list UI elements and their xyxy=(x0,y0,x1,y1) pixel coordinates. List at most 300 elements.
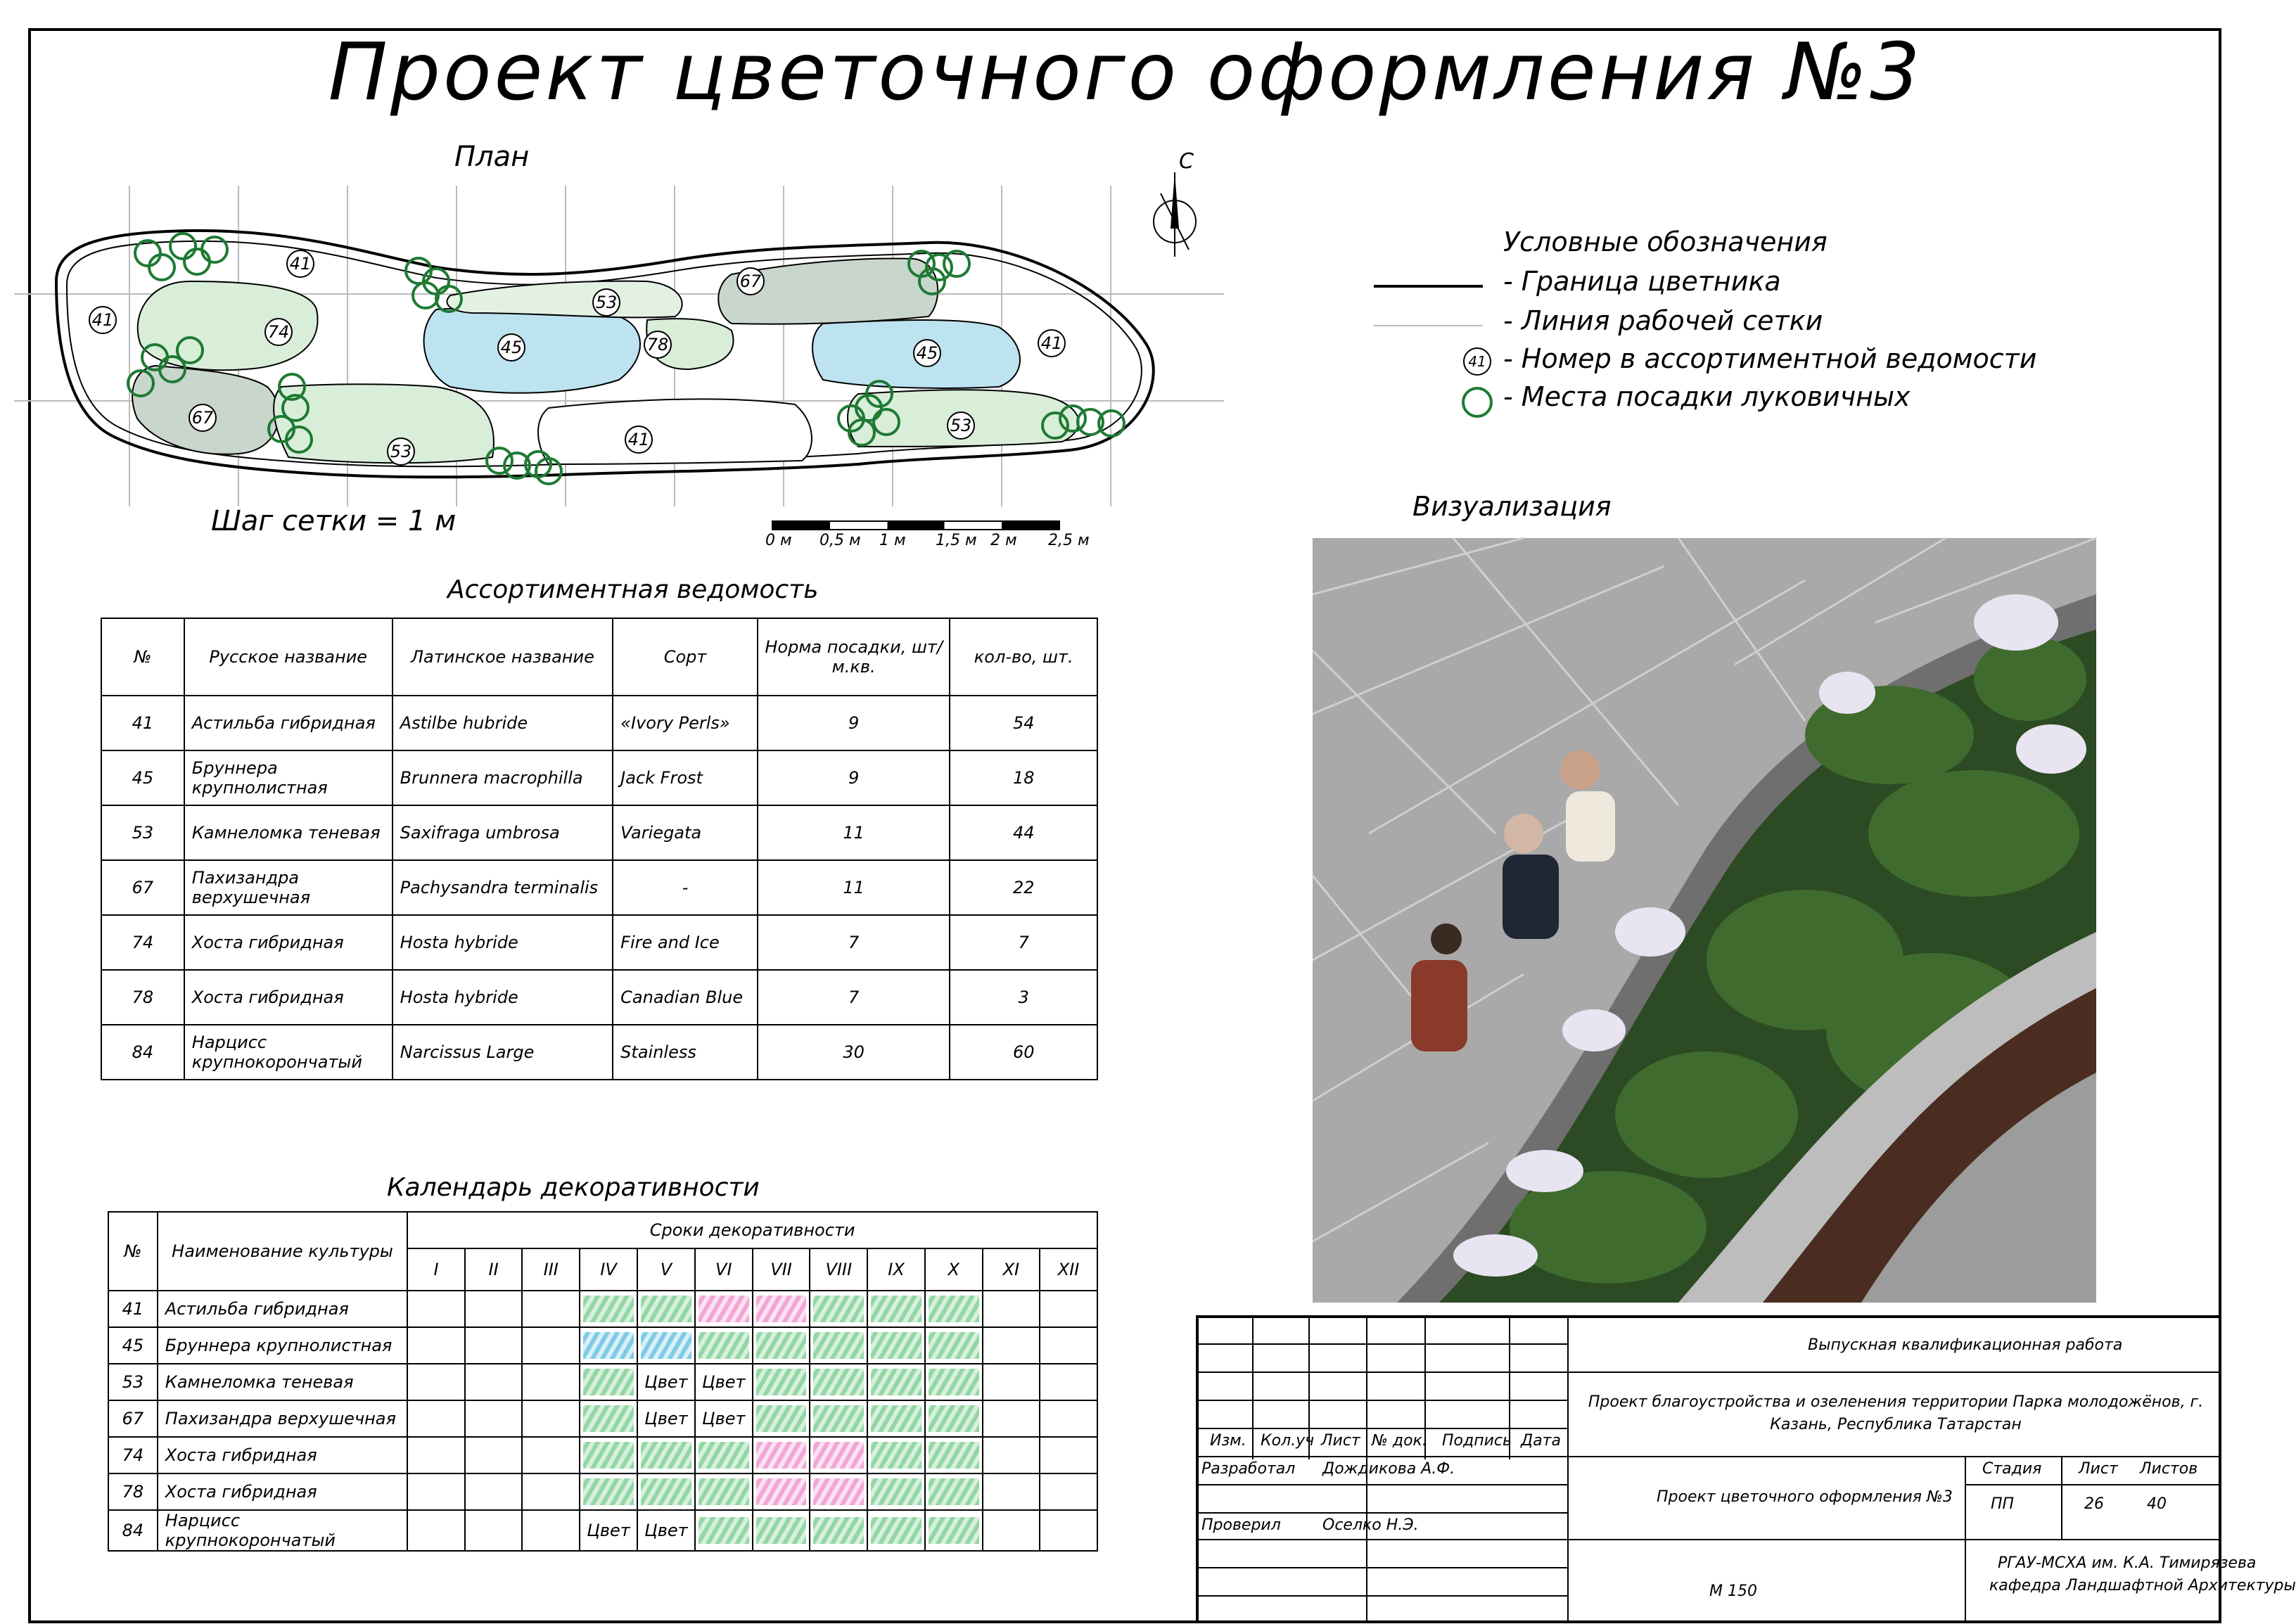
month-cell xyxy=(580,1327,637,1364)
month-cell xyxy=(637,1510,695,1551)
organization-line-2: кафедра Ландшафтной Архитектуры xyxy=(1989,1577,2296,1594)
plan-label: План xyxy=(454,141,530,173)
flowering-note: Цвет xyxy=(587,1521,630,1540)
month-cell xyxy=(925,1400,983,1437)
month-cell xyxy=(407,1364,465,1400)
cell-rate: 11 xyxy=(758,860,950,915)
decorativeness-calendar xyxy=(108,1211,1098,1552)
cell-rate: 30 xyxy=(758,1025,950,1080)
month-header: XII xyxy=(1040,1248,1097,1291)
month-cell xyxy=(580,1400,637,1437)
cell-cultivar: - xyxy=(613,860,758,915)
sheets-value: 40 xyxy=(2147,1495,2167,1513)
checked-name: Оселко Н.Э. xyxy=(1322,1516,1419,1534)
cell-rate: 9 xyxy=(758,696,950,750)
decorative-period-fill xyxy=(641,1442,691,1469)
month-cell xyxy=(465,1400,523,1437)
bed-number-badge xyxy=(593,289,620,316)
month-cell xyxy=(695,1510,753,1551)
month-cell xyxy=(983,1510,1040,1551)
month-cell xyxy=(983,1473,1040,1510)
month-cell xyxy=(983,1327,1040,1364)
month-cell xyxy=(637,1364,695,1400)
cell-qty: 18 xyxy=(950,750,1097,805)
decorative-period-fill xyxy=(583,1296,634,1322)
month-cell xyxy=(465,1291,523,1327)
decorative-period-fill xyxy=(756,1369,807,1395)
checked-label: Проверил xyxy=(1201,1516,1281,1534)
decorative-period-fill xyxy=(871,1332,921,1359)
decorative-period-fill xyxy=(756,1442,807,1469)
month-cell xyxy=(810,1364,867,1400)
calendar-row xyxy=(108,1400,1097,1437)
calendar-row xyxy=(108,1327,1097,1364)
flowering-note: Цвет xyxy=(702,1409,746,1428)
month-header: II xyxy=(465,1248,523,1291)
month-cell xyxy=(580,1473,637,1510)
month-cell xyxy=(810,1327,867,1364)
decorative-period-fill xyxy=(813,1296,864,1322)
month-cell xyxy=(465,1437,523,1473)
month-header: VIII xyxy=(810,1248,867,1291)
column-header: № xyxy=(101,618,184,696)
cell-no: 67 xyxy=(101,860,184,915)
bed-53-center xyxy=(447,281,682,318)
decorative-period-fill xyxy=(929,1517,979,1544)
decorative-period-fill xyxy=(641,1296,691,1322)
month-cell xyxy=(407,1327,465,1364)
cell-no: 53 xyxy=(101,805,184,860)
stage-value: ПП xyxy=(1991,1495,2015,1513)
decorative-period-fill xyxy=(871,1478,921,1505)
cell-qty: 60 xyxy=(950,1025,1097,1080)
sheet-title: Проект цветочного оформления №3 xyxy=(1657,1488,1953,1506)
svg-text:41: 41 xyxy=(1040,333,1063,353)
sheets-label: Листов xyxy=(2140,1460,2198,1478)
flowering-note: Цвет xyxy=(702,1372,746,1392)
month-cell xyxy=(522,1291,580,1327)
month-cell xyxy=(1040,1291,1097,1327)
cell-no: 78 xyxy=(101,970,184,1025)
month-cell xyxy=(925,1364,983,1400)
cell-rate: 7 xyxy=(758,915,950,970)
month-cell xyxy=(867,1291,925,1327)
month-header: V xyxy=(637,1248,695,1291)
decorative-period-fill xyxy=(699,1332,749,1359)
decorative-period-fill xyxy=(929,1405,979,1432)
legend-grid-line xyxy=(1374,325,1483,326)
month-cell xyxy=(983,1291,1040,1327)
month-cell xyxy=(753,1473,810,1510)
month-cell xyxy=(867,1437,925,1473)
visualization-label: Визуализация xyxy=(1412,491,1612,522)
month-cell xyxy=(753,1364,810,1400)
cell-qty: 22 xyxy=(950,860,1097,915)
svg-text:67: 67 xyxy=(191,408,214,428)
bed-number-badge xyxy=(498,334,525,361)
cell-rate: 9 xyxy=(758,750,950,805)
cell-culture-name: Пахизандра верхушечная xyxy=(158,1400,407,1437)
month-cell xyxy=(637,1327,695,1364)
grid-step-note: Шаг сетки = 1 м xyxy=(211,505,457,537)
decorative-period-fill xyxy=(699,1442,749,1469)
table-row xyxy=(101,915,1097,970)
sheet-label: Лист xyxy=(2079,1460,2118,1478)
month-cell xyxy=(753,1510,810,1551)
month-cell xyxy=(1040,1437,1097,1473)
table-row xyxy=(101,1025,1097,1080)
month-cell xyxy=(580,1510,637,1551)
month-cell xyxy=(810,1473,867,1510)
column-header: Русское название xyxy=(184,618,393,696)
cell-no: 45 xyxy=(101,750,184,805)
cell-culture-name: Хоста гибридная xyxy=(158,1473,407,1510)
cell-ru-name: Хоста гибридная xyxy=(184,915,393,970)
flowering-note: Цвет xyxy=(644,1372,688,1392)
scale-tick: 1,5 м xyxy=(936,532,977,549)
cell-no: 78 xyxy=(108,1473,158,1510)
cell-ru-name: Бруннера крупнолистная xyxy=(184,750,393,805)
cell-cultivar: Variegata xyxy=(613,805,758,860)
month-header: XI xyxy=(983,1248,1040,1291)
month-cell xyxy=(637,1473,695,1510)
month-cell xyxy=(925,1473,983,1510)
cell-rate: 7 xyxy=(758,970,950,1025)
month-header: I xyxy=(407,1248,465,1291)
organization-line-1: РГАУ-МСХА им. К.А. Тимирязева xyxy=(1998,1554,2257,1572)
decorative-period-fill xyxy=(641,1478,691,1505)
visualization-render xyxy=(1313,538,2096,1303)
month-header: VI xyxy=(695,1248,753,1291)
decorative-period-fill xyxy=(583,1405,634,1432)
stage-label: Стадия xyxy=(1982,1460,2042,1478)
cell-no: 45 xyxy=(108,1327,158,1364)
work-type: Выпускная квалификационная работа xyxy=(1808,1336,2123,1354)
month-cell xyxy=(695,1400,753,1437)
svg-text:53: 53 xyxy=(950,416,972,435)
decorative-period-fill xyxy=(813,1369,864,1395)
month-cell xyxy=(407,1473,465,1510)
cell-ru-name: Астильба гибридная xyxy=(184,696,393,750)
decorative-period-fill xyxy=(756,1517,807,1544)
decorative-period-fill xyxy=(756,1405,807,1432)
bed-41-center xyxy=(538,399,812,464)
cell-culture-name: Бруннера крупнолистная xyxy=(158,1327,407,1364)
column-header: Наименование культуры xyxy=(158,1212,407,1291)
column-header: Латинское название xyxy=(393,618,613,696)
developed-name: Дождикова А.Ф. xyxy=(1322,1460,1455,1478)
column-label: Лист xyxy=(1321,1432,1360,1450)
month-header: IV xyxy=(580,1248,637,1291)
legend-item: - Места посадки луковичных xyxy=(1503,381,1911,412)
column-label: Дата xyxy=(1521,1432,1561,1450)
month-cell xyxy=(753,1437,810,1473)
north-label: С xyxy=(1179,149,1194,174)
month-cell xyxy=(810,1400,867,1437)
decorative-period-fill xyxy=(699,1478,749,1505)
scale-tick: 1 м xyxy=(879,532,906,549)
cell-ru-name: Пахизандра верхушечная xyxy=(184,860,393,915)
table-row xyxy=(101,805,1097,860)
cell-latin-name: Hosta hybride xyxy=(393,915,613,970)
month-cell xyxy=(867,1473,925,1510)
legend-item: - Номер в ассортиментной ведомости xyxy=(1503,343,2037,374)
cell-no: 84 xyxy=(108,1510,158,1551)
month-header: VII xyxy=(753,1248,810,1291)
cell-culture-name: Камнеломка теневая xyxy=(158,1364,407,1400)
column-label: № док. xyxy=(1372,1432,1427,1450)
month-cell xyxy=(925,1291,983,1327)
cell-cultivar: Stainless xyxy=(613,1025,758,1080)
bed-number-badge xyxy=(265,319,292,345)
bed-number-badge xyxy=(287,250,314,277)
month-cell xyxy=(753,1400,810,1437)
month-header: IX xyxy=(867,1248,925,1291)
bed-number-badge xyxy=(737,268,764,295)
legend-number-badge: 41 xyxy=(1463,347,1491,376)
decorative-period-fill xyxy=(871,1442,921,1469)
decorative-period-fill xyxy=(813,1332,864,1359)
month-cell xyxy=(983,1364,1040,1400)
decorative-period-fill xyxy=(813,1405,864,1432)
table-header-row xyxy=(108,1212,1097,1248)
bed-number-badge xyxy=(89,307,116,333)
cell-latin-name: Brunnera macrophilla xyxy=(393,750,613,805)
legend-bulb-circle xyxy=(1462,387,1493,418)
month-cell xyxy=(925,1510,983,1551)
bed-number-badge xyxy=(1038,330,1065,357)
cell-no: 41 xyxy=(108,1291,158,1327)
decorative-period-fill xyxy=(583,1332,634,1359)
calendar-title: Календарь декоративности xyxy=(387,1173,760,1202)
month-header: III xyxy=(522,1248,580,1291)
developed-label: Разработал xyxy=(1201,1460,1296,1478)
cell-qty: 44 xyxy=(950,805,1097,860)
month-cell xyxy=(522,1437,580,1473)
month-cell xyxy=(810,1510,867,1551)
cell-no: 74 xyxy=(108,1437,158,1473)
cell-no: 41 xyxy=(101,696,184,750)
cell-ru-name: Нарцисс крупнокорончатый xyxy=(184,1025,393,1080)
svg-text:41: 41 xyxy=(289,254,312,274)
decorative-period-fill xyxy=(929,1296,979,1322)
month-cell xyxy=(695,1327,753,1364)
decorative-period-fill xyxy=(756,1296,807,1322)
svg-text:74: 74 xyxy=(267,322,290,342)
project-name: Проект благоустройства и озеленения территории Парка молодожёнов, г. Казань, Республика Татарстан xyxy=(1588,1393,2204,1433)
column-header: Сроки декоративности xyxy=(407,1212,1097,1248)
month-cell xyxy=(983,1400,1040,1437)
scale-tick: 0,5 м xyxy=(819,532,861,549)
bed-number-badge xyxy=(948,412,974,439)
sheet-value: 26 xyxy=(2084,1495,2104,1513)
bed-45-left xyxy=(424,308,640,393)
month-cell xyxy=(580,1291,637,1327)
svg-text:41: 41 xyxy=(627,430,650,449)
decorative-period-fill xyxy=(756,1478,807,1505)
cell-cultivar: Jack Frost xyxy=(613,750,758,805)
cell-latin-name: Pachysandra terminalis xyxy=(393,860,613,915)
cell-no: 53 xyxy=(108,1364,158,1400)
cell-qty: 7 xyxy=(950,915,1097,970)
cell-cultivar: «Ivory Perls» xyxy=(613,696,758,750)
decorative-period-fill xyxy=(756,1332,807,1359)
month-cell xyxy=(580,1437,637,1473)
month-cell xyxy=(867,1364,925,1400)
month-cell xyxy=(1040,1364,1097,1400)
month-cell xyxy=(1040,1400,1097,1437)
table-row xyxy=(101,696,1097,750)
month-cell xyxy=(925,1437,983,1473)
cell-cultivar: Canadian Blue xyxy=(613,970,758,1025)
month-cell xyxy=(810,1291,867,1327)
cell-qty: 54 xyxy=(950,696,1097,750)
month-cell xyxy=(407,1510,465,1551)
month-cell xyxy=(465,1473,523,1510)
column-label: Изм. xyxy=(1210,1432,1246,1450)
decorative-period-fill xyxy=(871,1296,921,1322)
decorative-period-fill xyxy=(813,1442,864,1469)
month-cell xyxy=(695,1473,753,1510)
cell-ru-name: Камнеломка теневая xyxy=(184,805,393,860)
legend-title: Условные обозначения xyxy=(1503,226,1828,257)
bed-number-badge xyxy=(914,340,940,366)
month-cell xyxy=(753,1327,810,1364)
month-cell xyxy=(753,1291,810,1327)
bed-number-badge xyxy=(644,331,671,358)
scale-bar xyxy=(772,520,1060,530)
column-header: № xyxy=(108,1212,158,1291)
month-cell xyxy=(522,1400,580,1437)
bed-number-badge xyxy=(625,426,652,453)
month-header: X xyxy=(925,1248,983,1291)
cell-qty: 3 xyxy=(950,970,1097,1025)
cell-no: 74 xyxy=(101,915,184,970)
month-cell xyxy=(1040,1327,1097,1364)
month-cell xyxy=(983,1437,1040,1473)
calendar-row xyxy=(108,1437,1097,1473)
month-cell xyxy=(522,1364,580,1400)
scale-tick: 0 м xyxy=(765,532,792,549)
calendar-row xyxy=(108,1510,1097,1551)
legend-item: - Граница цветника xyxy=(1503,266,1781,297)
month-cell xyxy=(522,1473,580,1510)
cell-no: 67 xyxy=(108,1400,158,1437)
month-cell xyxy=(1040,1510,1097,1551)
decorative-period-fill xyxy=(699,1296,749,1322)
decorative-period-fill xyxy=(583,1442,634,1469)
decorative-period-fill xyxy=(583,1478,634,1505)
flowering-note: Цвет xyxy=(644,1409,688,1428)
cell-culture-name: Астильба гибридная xyxy=(158,1291,407,1327)
cell-culture-name: Нарцисс крупнокорончатый xyxy=(158,1510,407,1551)
table-header-row xyxy=(101,618,1097,696)
svg-text:67: 67 xyxy=(739,271,762,291)
month-cell xyxy=(465,1510,523,1551)
bed-number-badge xyxy=(388,438,414,465)
decorative-period-fill xyxy=(813,1517,864,1544)
month-cell xyxy=(810,1437,867,1473)
decorative-period-fill xyxy=(813,1478,864,1505)
calendar-row xyxy=(108,1473,1097,1510)
cell-latin-name: Narcissus Large xyxy=(393,1025,613,1080)
bed-number-badge xyxy=(189,404,216,431)
calendar-row xyxy=(108,1291,1097,1327)
month-cell xyxy=(407,1400,465,1437)
svg-text:45: 45 xyxy=(500,338,523,357)
month-cell xyxy=(695,1364,753,1400)
svg-text:78: 78 xyxy=(646,335,669,354)
cell-rate: 11 xyxy=(758,805,950,860)
month-cell xyxy=(465,1327,523,1364)
flowering-note: Цвет xyxy=(644,1521,688,1540)
month-cell xyxy=(637,1400,695,1437)
month-cell xyxy=(867,1510,925,1551)
month-cell xyxy=(465,1364,523,1400)
month-cell xyxy=(522,1510,580,1551)
decorative-period-fill xyxy=(929,1369,979,1395)
drawing-title: Проект цветочного оформления №3 xyxy=(328,27,1923,118)
svg-text:53: 53 xyxy=(390,442,412,461)
month-cell xyxy=(695,1437,753,1473)
cell-latin-name: Saxifraga umbrosa xyxy=(393,805,613,860)
column-label: Подпись xyxy=(1442,1432,1512,1450)
cell-culture-name: Хоста гибридная xyxy=(158,1437,407,1473)
table-row xyxy=(101,970,1097,1025)
decorative-period-fill xyxy=(871,1405,921,1432)
north-arrow-icon xyxy=(1147,151,1203,264)
assortment-title: Ассортиментная ведомость xyxy=(447,575,819,604)
cell-no: 84 xyxy=(101,1025,184,1080)
month-cell xyxy=(867,1327,925,1364)
decorative-period-fill xyxy=(699,1517,749,1544)
svg-text:41: 41 xyxy=(91,310,114,330)
cell-latin-name: Astilbe hubride xyxy=(393,696,613,750)
decorative-period-fill xyxy=(929,1478,979,1505)
month-cell xyxy=(407,1291,465,1327)
flowerbed-plan xyxy=(14,176,1224,535)
month-cell xyxy=(637,1291,695,1327)
assortment-table xyxy=(101,618,1098,1080)
month-cell xyxy=(695,1291,753,1327)
month-cell xyxy=(1040,1473,1097,1510)
cell-cultivar: Fire and Ice xyxy=(613,915,758,970)
table-row xyxy=(101,860,1097,915)
scale-tick: 2 м xyxy=(990,532,1017,549)
month-cell xyxy=(867,1400,925,1437)
column-header: Норма посадки, шт/м.кв. xyxy=(758,618,950,696)
legend-border-line xyxy=(1374,285,1483,288)
scale-tick: 2,5 м xyxy=(1048,532,1090,549)
scale: М 150 xyxy=(1709,1583,1757,1600)
decorative-period-fill xyxy=(929,1442,979,1469)
month-cell xyxy=(637,1437,695,1473)
month-cell xyxy=(407,1437,465,1473)
month-cell xyxy=(580,1364,637,1400)
decorative-period-fill xyxy=(871,1369,921,1395)
legend-item: - Линия рабочей сетки xyxy=(1503,305,1823,336)
cell-latin-name: Hosta hybride xyxy=(393,970,613,1025)
decorative-period-fill xyxy=(583,1369,634,1395)
column-label: Кол.уч xyxy=(1261,1432,1315,1450)
svg-text:45: 45 xyxy=(916,343,938,363)
column-header: Сорт xyxy=(613,618,758,696)
month-cell xyxy=(522,1327,580,1364)
decorative-period-fill xyxy=(641,1332,691,1359)
calendar-row xyxy=(108,1364,1097,1400)
svg-text:53: 53 xyxy=(595,293,618,312)
decorative-period-fill xyxy=(871,1517,921,1544)
